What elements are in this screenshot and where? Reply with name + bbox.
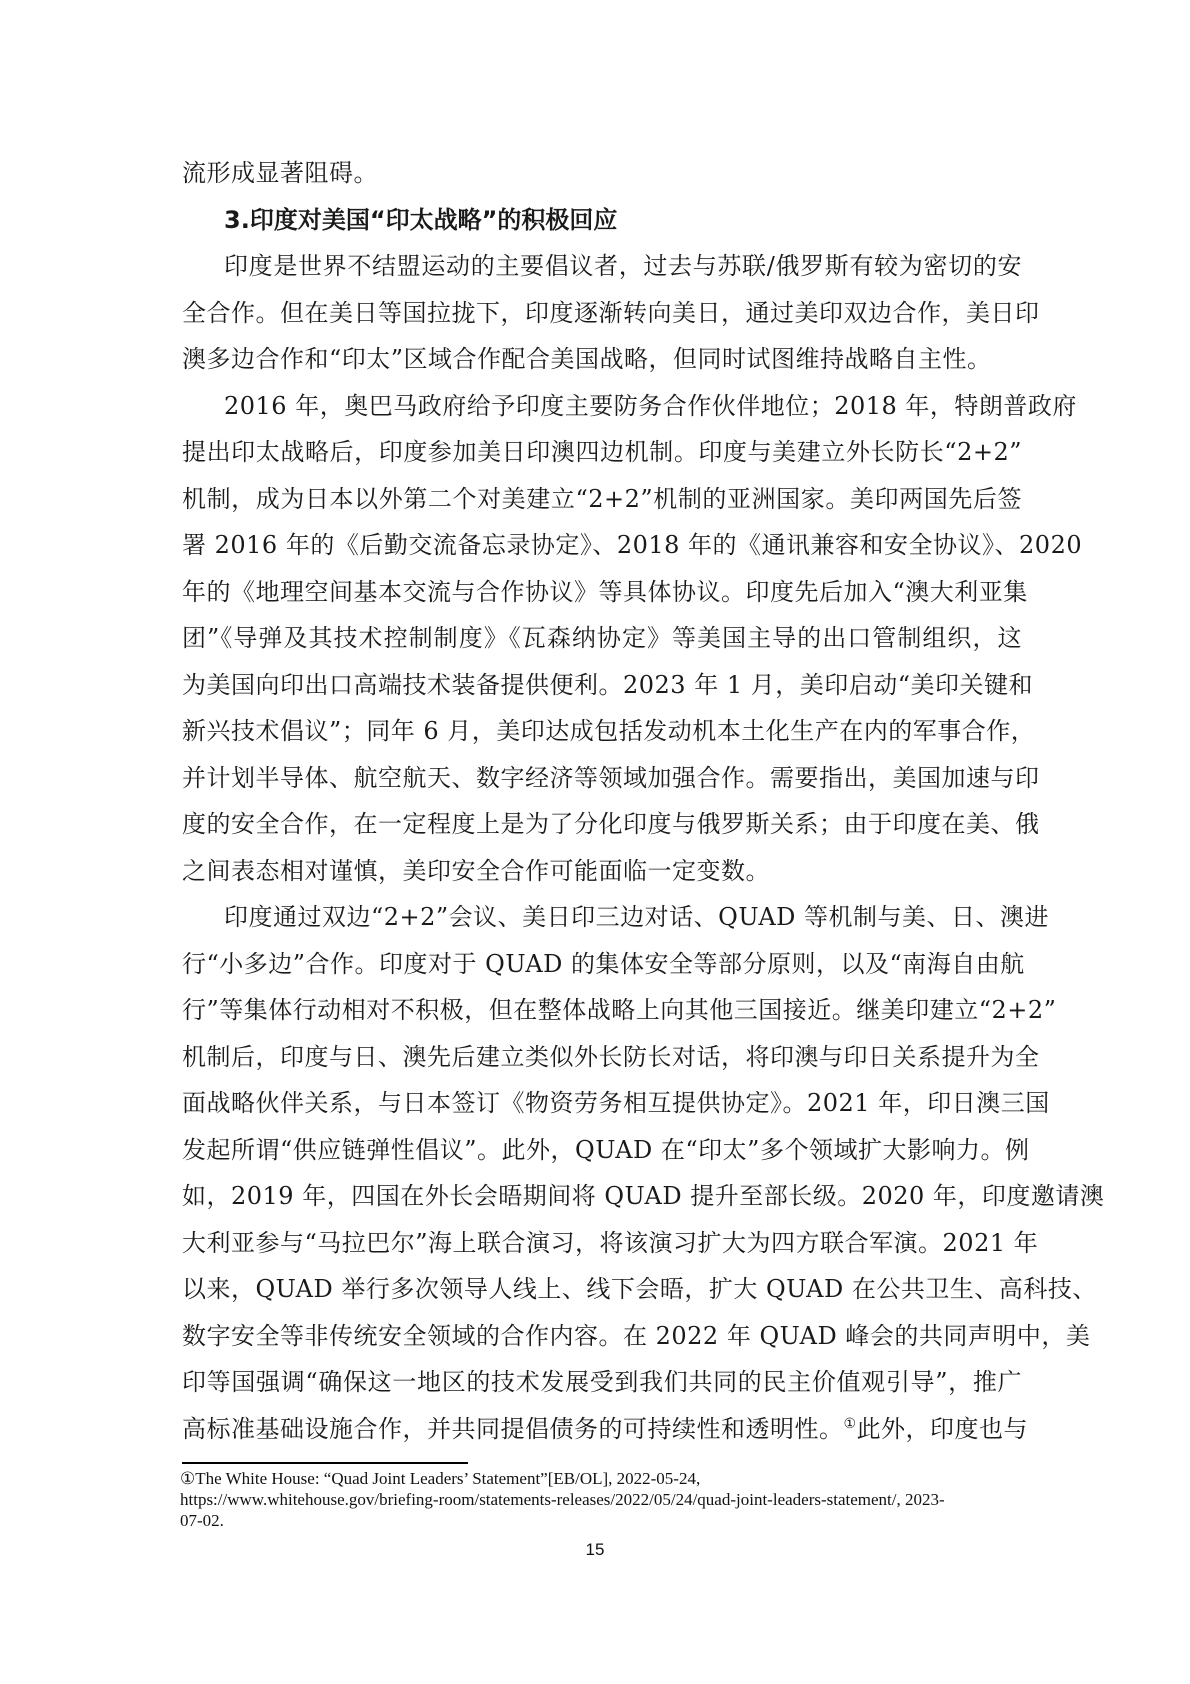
text-line-content: 大利亚参与“马拉巴尔”海上联合演习，将该演习扩大为四方联合军演。2021 年 (182, 1228, 1039, 1257)
text-line-content: 2016 年，奥巴马政府给予印度主要防务合作伙伴地位；2018 年，特朗普政府 (224, 391, 1077, 420)
text-line-content: 提出印太战略后，印度参加美日印澳四边机制。印度与美建立外长防长“2+2” (182, 438, 1022, 466)
text-line (182, 708, 1036, 755)
text-line (182, 336, 1022, 383)
text-line (182, 243, 1022, 290)
footnote-line-1: ①The White House: “Quad Joint Leaders’ Statement”[EB/OL], 2022-05-24, (180, 1469, 701, 1488)
text-line-content: 印度是世界不结盟运动的主要倡议者，过去与苏联/俄罗斯有较为密切的安 (224, 252, 1022, 280)
text-line-content: 之间表态相对谨慎，美印安全合作可能面临一定变数。 (182, 856, 770, 885)
text-line (182, 941, 1025, 988)
text-line-content: 发起所谓“供应链弹性倡议”。此外，QUAD 在“印太”多个领域扩大影响力。例 (182, 1135, 1030, 1164)
text-line (182, 848, 1022, 895)
text-line (182, 150, 1022, 197)
text-line (182, 801, 1040, 848)
text-line (182, 1359, 1022, 1406)
text-line (182, 1406, 1029, 1453)
text-line-content: 3.印度对美国“印太战略”的积极回应 (224, 205, 618, 234)
text-line-content: 为美国向印出口高端技术装备提供便利。2023 年 1 月，美印启动“美印关键和 (182, 670, 1034, 699)
text-line-content: 流形成显著阻碍。 (182, 159, 378, 187)
text-line (182, 1313, 1091, 1360)
text-line-content: 澳多边合作和“印太”区域合作配合美国战略，但同时试图维持战略自主性。 (182, 345, 992, 373)
text-line-tail: 此外，印度也与 (856, 1414, 1029, 1443)
footnote-reference[interactable]: ① (843, 1415, 857, 1432)
text-line-content: 并计划半导体、航空航天、数字经济等领域加强合作。需要指出，美国加速与印 (182, 763, 1040, 792)
footnote (180, 1468, 1020, 1531)
text-line (182, 662, 1034, 709)
text-line-content: 年的《地理空间基本交流与合作协议》等具体协议。印度先后加入“澳大利亚集 (182, 577, 1028, 606)
text-line-content: 如，2019 年，四国在外长会晤期间将 QUAD 提升至部长级。2020 年，印度邀请澳 (182, 1182, 1105, 1210)
text-line-content: 机制，成为日本以外第二个对美建立“2+2”机制的亚洲国家。美印两国先后签 (182, 484, 1022, 513)
text-line (182, 755, 1040, 802)
text-line-content: 面战略伙伴关系，与日本签订《物资劳务相互提供协定》。2021 年，印日澳三国 (182, 1089, 1050, 1117)
text-line-content: 度的安全合作，在一定程度上是为了分化印度与俄罗斯关系；由于印度在美、俄 (182, 810, 1040, 838)
text-line (182, 987, 1057, 1034)
text-line-content: 行”等集体行动相对不积极，但在整体战略上向其他三国接近。继美印建立“2+2” (182, 996, 1057, 1024)
text-line-content: 高标准基础设施合作，并共同提倡债务的可持续性和透明性。 (182, 1414, 844, 1443)
text-line-content: 印度通过双边“2+2”会议、美日印三边对话、QUAD 等机制与美、日、澳进 (224, 903, 1050, 931)
text-line-content: 数字安全等非传统安全领域的合作内容。在 2022 年 QUAD 峰会的共同声明中，美 (182, 1321, 1091, 1350)
text-line-content: 行“小多边”合作。印度对于 QUAD 的集体安全等部分原则，以及“南海自由航 (182, 949, 1025, 978)
text-line (182, 522, 1083, 569)
text-line (182, 476, 1022, 523)
page-body (182, 150, 1105, 1452)
text-line (182, 1173, 1105, 1220)
footnote-line-2: https://www.whitehouse.gov/briefing-room/statements-releases/2022/05/24/quad-joint-leaders-statement/, 2023- (180, 1490, 945, 1509)
footnote-separator (182, 1462, 468, 1464)
text-line-content: 印等国强调“确保这一地区的技术发展受到我们共同的民主价值观引导”，推广 (182, 1368, 1022, 1396)
text-line (182, 615, 1022, 662)
text-line (182, 383, 1077, 430)
text-line (182, 1266, 1097, 1313)
text-line (182, 569, 1028, 616)
text-line (182, 894, 1050, 941)
text-line (182, 1080, 1050, 1127)
text-line (182, 1034, 1040, 1081)
text-line-content: 团”《导弹及其技术控制制度》《瓦森纳协定》等美国主导的出口管制组织，这 (182, 624, 1022, 652)
section-heading (182, 197, 1022, 244)
footnote-line-3: 07-02. (180, 1511, 224, 1530)
text-line-content: 机制后，印度与日、澳先后建立类似外长防长对话，将印澳与印日关系提升为全 (182, 1042, 1040, 1071)
text-line-content: 新兴技术倡议”；同年 6 月，美印达成包括发动机本土化生产在内的军事合作， (182, 717, 1036, 745)
text-line (182, 429, 1022, 476)
text-line-content: 署 2016 年的《后勤交流备忘录协定》、2018 年的《通讯兼容和安全协议》、2020 (182, 531, 1083, 559)
text-line-content: 以来，QUAD 举行多次领导人线上、线下会晤，扩大 QUAD 在公共卫生、高科技、 (182, 1275, 1097, 1303)
text-line (182, 1220, 1039, 1267)
text-line-content: 全合作。但在美日等国拉拢下，印度逐渐转向美日，通过美印双边合作，美日印 (182, 298, 1040, 327)
text-line (182, 290, 1040, 337)
text-line (182, 1127, 1030, 1174)
page-number: 15 (585, 1540, 605, 1559)
